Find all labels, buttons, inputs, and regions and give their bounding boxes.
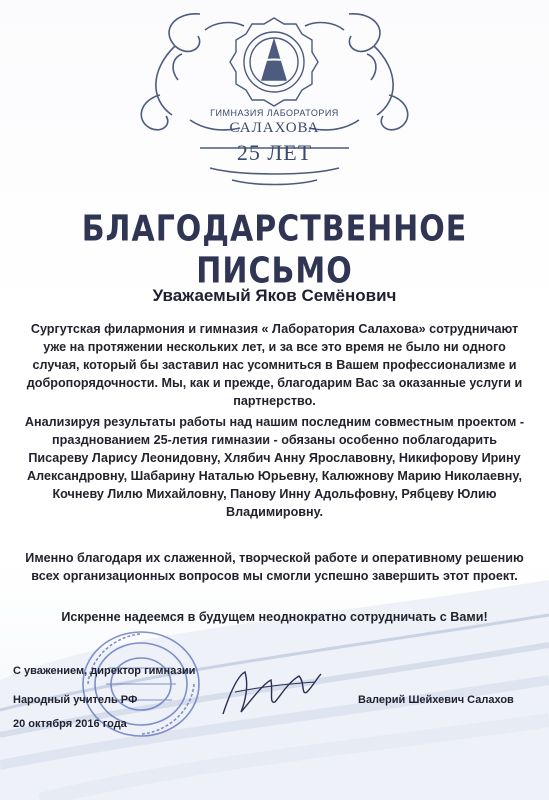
greeting: Уважаемый Яков Семёнович	[152, 286, 397, 305]
anniversary-label: 25 ЛЕТ	[236, 140, 313, 165]
regards-line: С уважением, директор гимназии	[13, 665, 196, 677]
gymnasium-name-line1: ГИМНАЗИЯ ЛАБОРАТОРИЯ	[210, 108, 339, 118]
paragraph-project-success: Именно благодаря их слаженной, творческой работе и оперативному решению всех организационных вопросов мы смогли успешно завершить этот проект.	[25, 551, 524, 583]
signer-name: Валерий Шейхевич Салахов	[358, 694, 514, 706]
gymnasium-name-line2: САЛАХОВА	[229, 120, 320, 136]
honorific-line: Народный учитель РФ	[13, 694, 138, 706]
gymnasium-emblem-icon	[0, 0, 549, 200]
director-signature	[215, 662, 325, 722]
letter-title: БЛАГОДАРСТВЕННОЕ ПИСЬМО	[81, 208, 468, 292]
paragraph-acknowledgements: Анализируя результаты работы над нашим последним совместным проектом - празднованием 25-летия гимназии - обязаны особенно поблагодарить Писареву Ларису Леонидовну, Хлябич Анну Ярославовну, Никифорову Ирину Александровну, Шабарину Наталью Юрьевну, Калюжнову Марию Николаевну, Кочневу Лилю Михайловну, Панову Инну Адольфовну, Рябцеву Юлию Владимировну.	[24, 415, 525, 519]
letter-date: 20 октября 2016 года	[13, 718, 127, 730]
paragraph-future-hopes: Искренне надеемся в будущем неоднократно сотрудничать с Вами!	[61, 610, 488, 624]
paragraph-cooperation: Сургутская филармония и гимназия « Лаборатория Салахова» сотрудничают уже на протяжении нескольких лет, и за все это время не было ни одного случая, который бы заставил нас усомниться в Вашем профессионализме и добропорядочности. Мы, как и прежде, благодарим Вас за оказанные услуги и партнерство.	[26, 322, 523, 408]
